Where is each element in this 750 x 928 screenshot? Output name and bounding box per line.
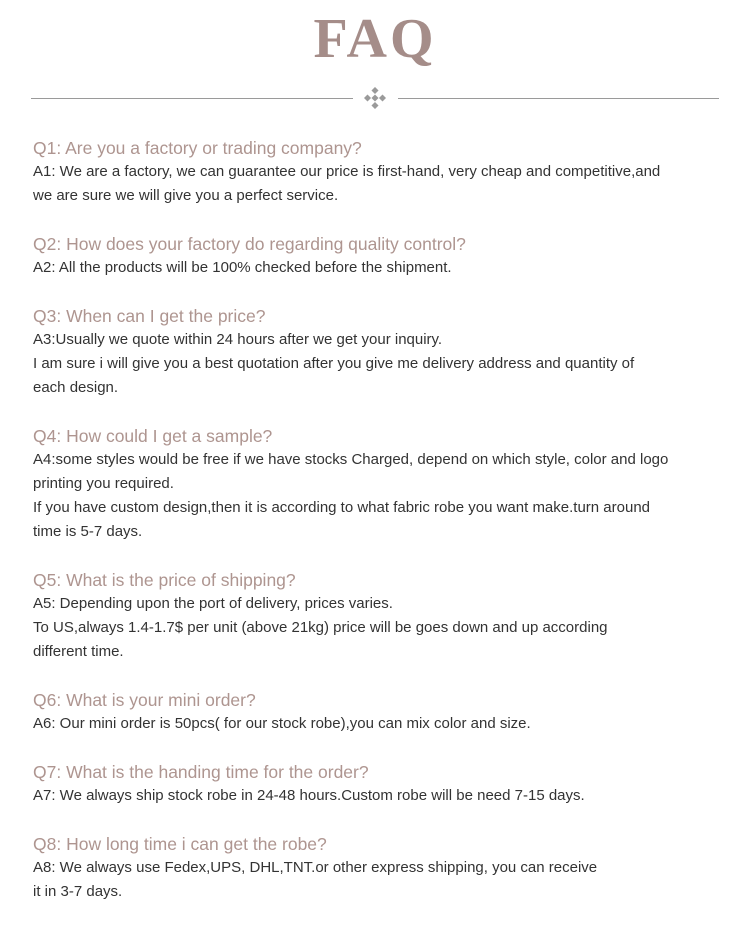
faq-answer-line: it in 3-7 days. <box>33 883 123 900</box>
faq-answer <box>33 328 723 400</box>
faq-answer-line: each design. <box>33 379 119 396</box>
faq-answer <box>33 256 723 280</box>
faq-answer-line: A2: All the products will be 100% checked before the shipment. <box>33 259 452 276</box>
faq-answer-line: A6: Our mini order is 50pcs( for our stock robe),you can mix color and size. <box>33 715 531 732</box>
page-title: FAQ <box>313 8 437 70</box>
faq-item <box>33 568 723 664</box>
faq-question: Q3: When can I get the price? <box>33 306 266 326</box>
faq-answer-line: different time. <box>33 643 124 660</box>
faq-answer-line: A3:Usually we quote within 24 hours after we get your inquiry. <box>33 331 443 348</box>
faq-item <box>33 688 723 736</box>
divider-line-left <box>31 98 353 99</box>
faq-question: Q4: How could I get a sample? <box>33 426 273 446</box>
faq-answer-line: we are sure we will give you a perfect service. <box>33 187 339 204</box>
faq-question: Q6: What is your mini order? <box>33 690 256 710</box>
diamond-cluster-icon <box>364 87 386 109</box>
faq-question: Q1: Are you a factory or trading company? <box>33 138 362 158</box>
faq-answer-line: A8: We always use Fedex,UPS, DHL,TNT.or other express shipping, you can receive <box>33 859 598 876</box>
faq-answer-line: I am sure i will give you a best quotation after you give me delivery address and quantity of <box>33 355 635 372</box>
faq-item <box>33 232 723 280</box>
faq-answer <box>33 448 723 544</box>
faq-answer-line: A5: Depending upon the port of delivery, prices varies. <box>33 595 393 612</box>
faq-item <box>33 832 723 904</box>
divider-line-right <box>398 98 719 99</box>
faq-answer-line: A7: We always ship stock robe in 24-48 hours.Custom robe will be need 7-15 days. <box>33 787 585 804</box>
faq-item <box>33 760 723 808</box>
faq-question: Q5: What is the price of shipping? <box>33 570 296 590</box>
faq-answer-line: printing you required. <box>33 475 174 492</box>
faq-item <box>33 424 723 544</box>
faq-answer <box>33 592 723 664</box>
faq-question: Q2: How does your factory do regarding quality control? <box>33 234 466 254</box>
faq-answer-line: If you have custom design,then it is according to what fabric robe you want make.turn around <box>33 499 651 516</box>
faq-answer-line: A4:some styles would be free if we have stocks Charged, depend on which style, color and logo <box>33 451 669 468</box>
faq-answer-line: time is 5-7 days. <box>33 523 143 540</box>
faq-answer <box>33 784 723 808</box>
faq-list <box>33 136 723 928</box>
faq-item <box>33 136 723 208</box>
faq-question: Q8: How long time i can get the robe? <box>33 834 327 854</box>
faq-answer-line: To US,always 1.4-1.7$ per unit (above 21kg) price will be goes down and up according <box>33 619 608 636</box>
title-divider <box>0 86 750 110</box>
faq-answer <box>33 712 723 736</box>
faq-answer-line: A1: We are a factory, we can guarantee our price is first-hand, very cheap and competitive,and <box>33 163 661 180</box>
faq-question: Q7: What is the handing time for the order? <box>33 762 369 782</box>
faq-item <box>33 304 723 400</box>
faq-answer <box>33 856 723 904</box>
faq-answer <box>33 160 723 208</box>
